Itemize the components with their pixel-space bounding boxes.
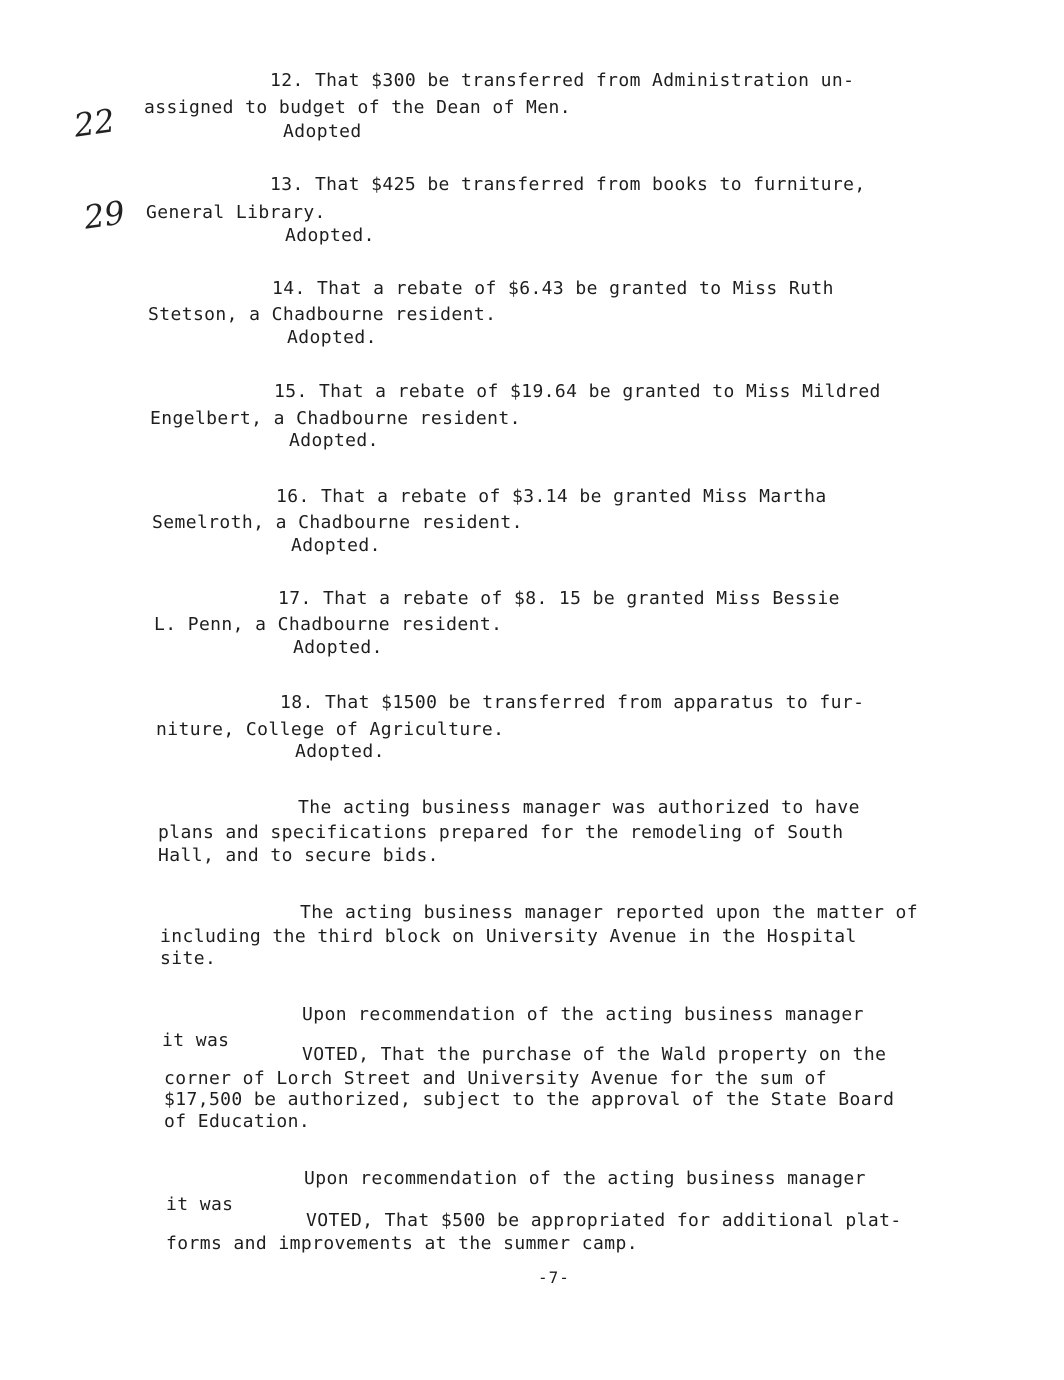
item-18-adopted: Adopted. — [295, 741, 385, 762]
hospital-line-3: site. — [160, 948, 217, 969]
item-16-adopted: Adopted. — [291, 535, 381, 556]
item-12-line-2: assigned to budget of the Dean of Men. — [144, 97, 572, 118]
item-17-adopted: Adopted. — [293, 637, 383, 658]
item-17-line-1: 17. That a rebate of $8. 15 be granted Miss Bessie — [278, 588, 840, 609]
margin-note-22: 22 — [71, 101, 118, 145]
page-number: -7- — [538, 1268, 570, 1287]
hospital-line-1: The acting business manager reported upon the matter of — [300, 902, 919, 923]
item-14-line-2: Stetson, a Chadbourne resident. — [148, 304, 497, 325]
wald-voted-line-3: $17,500 be authorized, subject to the approval of the State Board — [164, 1089, 895, 1110]
wald-it-was: it was — [162, 1030, 230, 1051]
item-12-adopted: Adopted — [283, 121, 362, 142]
camp-it-was: it was — [166, 1194, 234, 1215]
south-hall-line-1: The acting business manager was authorized to have — [298, 797, 860, 818]
wald-voted-line-1: VOTED, That the purchase of the Wald property on the — [302, 1044, 887, 1065]
item-14-adopted: Adopted. — [287, 327, 377, 348]
item-15-line-1: 15. That a rebate of $19.64 be granted to Miss Mildred — [274, 381, 881, 402]
camp-intro-line: Upon recommendation of the acting business manager — [304, 1168, 866, 1189]
item-13-line-2: General Library. — [146, 202, 326, 223]
south-hall-line-3: Hall, and to secure bids. — [158, 845, 439, 866]
item-14-line-1: 14. That a rebate of $6.43 be granted to Miss Ruth — [272, 278, 834, 299]
item-18-line-2: niture, College of Agriculture. — [156, 719, 505, 740]
south-hall-line-2: plans and specifications prepared for the remodeling of South — [158, 822, 844, 843]
item-12-line-1: 12. That $300 be transferred from Administration un- — [270, 70, 855, 91]
hospital-line-2: including the third block on University Avenue in the Hospital — [160, 926, 857, 947]
wald-intro-line: Upon recommendation of the acting business manager — [302, 1004, 864, 1025]
camp-voted-line-2: forms and improvements at the summer camp. — [166, 1233, 638, 1254]
wald-voted-line-4: of Education. — [164, 1111, 311, 1132]
item-13-line-1: 13. That $425 be transferred from books to furniture, — [270, 174, 866, 195]
item-16-line-2: Semelroth, a Chadbourne resident. — [152, 512, 523, 533]
item-15-adopted: Adopted. — [289, 430, 379, 451]
item-15-line-2: Engelbert, a Chadbourne resident. — [150, 408, 521, 429]
item-16-line-1: 16. That a rebate of $3.14 be granted Miss Martha — [276, 486, 827, 507]
item-17-line-2: L. Penn, a Chadbourne resident. — [154, 614, 503, 635]
camp-voted-line-1: VOTED, That $500 be appropriated for additional plat- — [306, 1210, 902, 1231]
margin-note-29: 29 — [81, 193, 128, 237]
wald-voted-line-2: corner of Lorch Street and University Avenue for the sum of — [164, 1068, 827, 1089]
item-18-line-1: 18. That $1500 be transferred from apparatus to fur- — [280, 692, 865, 713]
item-13-adopted: Adopted. — [285, 225, 375, 246]
